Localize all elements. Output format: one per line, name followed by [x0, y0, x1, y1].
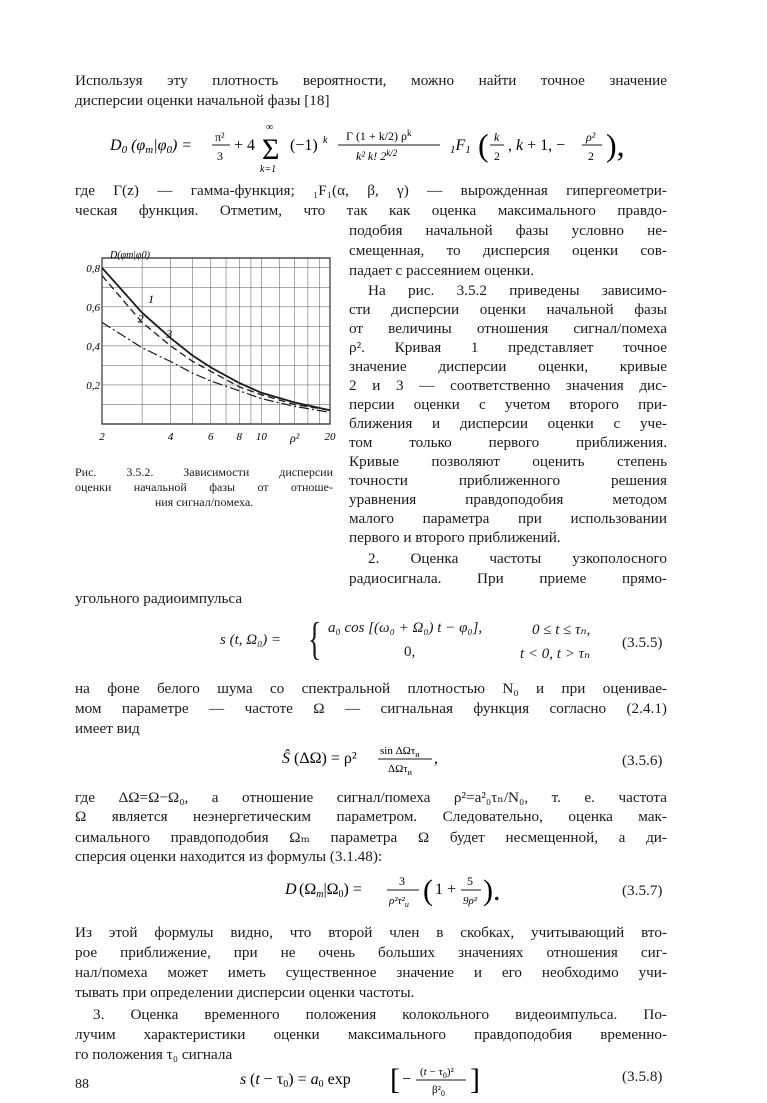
text-line: го положения τ₀ сигнала: [75, 1046, 233, 1063]
svg-text:ρ²: ρ²: [586, 130, 596, 144]
y-tick-label: 0,6: [86, 301, 100, 314]
text-line: дисперсии оценки начальной фазы [18]: [75, 92, 330, 109]
text-line: лучим характеристики оценки максимального правдоподобия временно-: [75, 1026, 667, 1043]
text-line: персии оценки с учетом второго при-: [349, 396, 667, 413]
text-line: падает с рассеянием оценки.: [349, 262, 535, 279]
equation-3-5-5: [220, 614, 680, 674]
svg-text:k: k: [323, 135, 328, 146]
equation-3-5-7: [285, 866, 525, 914]
text-line: сти дисперсии оценки начальной фазы: [349, 301, 667, 318]
svg-text:, k + 1, −: , k + 1, −: [508, 137, 566, 154]
series-line-2: [102, 276, 330, 411]
y-tick-label: 0,8: [86, 262, 100, 275]
svg-text:k² k! 2k/2: k² k! $2^{k/2}$: [356, 148, 398, 163]
text-line: симального правдоподобия Ωₘ параметра Ω будет несмещенной, а ди-: [75, 829, 667, 846]
svg-text:(t − τ0) = a0 exp: (t − τ0) = a0 exp: [250, 1071, 351, 1090]
svg-text:k=1: k=1: [260, 164, 277, 175]
curve-label-2: 2: [137, 311, 144, 326]
variance-chart: [80, 250, 342, 455]
svg-text:5: 5: [467, 874, 473, 888]
equation-graphic: [110, 116, 670, 176]
equation-number: (3.5.7): [622, 882, 663, 899]
curve-label-3: 3: [166, 326, 173, 341]
equation-number: (3.5.8): [622, 1068, 663, 1085]
series-line-1: [102, 268, 330, 411]
equation-number: (3.5.6): [622, 752, 663, 769]
text-line: Кривые позволяют оценить степень: [349, 453, 667, 470]
text-line: значение дисперсии оценки, кривые: [349, 358, 667, 375]
text-line: мом параметре — частоте Ω — сигнальная функция согласно (2.4.1): [75, 700, 667, 717]
eq-case2-cond: t < 0, t > τₙ: [520, 646, 591, 662]
eq-case1: a₀ cos [(ω₀ + Ω₀) t − φ₀],: [328, 620, 483, 636]
svg-text:(Ωm|Ω0) =: (Ωm|Ω0) =: [299, 881, 362, 900]
svg-text:ΔΩτи: ΔΩτ$_и$: [388, 763, 412, 777]
eq-case2: 0,: [404, 644, 416, 660]
svg-text:sin ΔΩτи: sin ΔΩτ$_и$: [380, 745, 420, 759]
svg-text:Ŝ: Ŝ: [282, 750, 290, 767]
caption-line: оценки начальной фазы от отноше-: [75, 480, 333, 494]
text-line: 2. Оценка частоты узкополосного: [368, 550, 667, 567]
svg-text:2: 2: [588, 149, 594, 163]
y-tick-label: 0,2: [86, 379, 100, 392]
svg-text:1 +: 1 +: [435, 881, 457, 898]
text-line: ближения и дисперсии оценки с уче-: [349, 415, 667, 432]
svg-text:),: ),: [606, 127, 625, 163]
svg-text:[: [: [390, 1063, 400, 1096]
svg-text:(ΔΩ) = ρ²: (ΔΩ) = ρ²: [294, 750, 357, 767]
svg-text:).: ).: [483, 874, 501, 907]
svg-text:s: s: [240, 1071, 247, 1088]
svg-text:+ 4: + 4: [234, 137, 256, 154]
svg-text:π²: π²: [215, 130, 225, 144]
caption-line: Рис. 3.5.2. Зависимости дисперсии: [75, 465, 333, 479]
text-line: от величины отношения сигнал/помеха: [349, 320, 667, 337]
equation-number: (3.5.5): [622, 634, 663, 651]
svg-text:Σ: Σ: [262, 133, 280, 166]
text-line: На рис. 3.5.2 приведены зависимо-: [368, 282, 667, 299]
svg-text:Γ (1 + k/2) ρk: Γ (1 + k/2) $\rho^k$: [346, 128, 412, 143]
text-line: ческая функция. Отметим, что так как оценка максимального правдо-: [75, 202, 667, 219]
svg-text:2: 2: [494, 149, 500, 163]
text-line: на фоне белого шума со спектральной плотностью N₀ и при оцениваe-: [75, 680, 667, 697]
text-line: точности приближенного решения: [349, 472, 667, 489]
text-line: где ΔΩ=Ω−Ω₀, а отношение сигнал/помеха ρ²=a²₀τₙ/N₀, т. е. частота: [75, 789, 667, 806]
svg-text:,: ,: [434, 750, 438, 767]
text-line: смещенная, то дисперсия оценки сов-: [349, 242, 667, 259]
x-tick-label: 20: [324, 431, 336, 443]
text-line: рое приближение, при не очень больших значениях отношения сиг-: [75, 944, 667, 961]
page-number: 88: [75, 1077, 89, 1092]
text-line: сперсия оценки находится из формулы (3.1.48):: [75, 848, 383, 865]
svg-text:β²0: $\beta^2_0$: [432, 1084, 445, 1098]
x-tick-label: 10: [255, 431, 267, 443]
equation-3-5-6: [282, 737, 482, 779]
equation-graphic: [240, 1060, 500, 1098]
eq-case1-cond: 0 ≤ t ≤ τₙ,: [532, 622, 591, 638]
svg-text:(: (: [423, 874, 433, 907]
svg-text:D0 (φm|φ0) =: D0 (φm|φ0) =: [110, 137, 193, 156]
svg-text:3: 3: [217, 149, 223, 163]
equation-graphic: [282, 737, 482, 779]
svg-text:−: −: [402, 1071, 412, 1088]
text-line: нал/помеха может иметь существенное значение и его необходимо учи-: [75, 964, 667, 981]
svg-text:(−1): (−1): [290, 137, 318, 154]
curve-label-1: 1: [148, 291, 155, 306]
x-tick-label: 6: [208, 431, 214, 443]
x-axis-label: ρ²: [290, 431, 300, 445]
svg-text:∞: ∞: [266, 122, 274, 133]
text-line: 2 и 3 — соответственно значения дис-: [349, 377, 667, 394]
equation-phase-variance: [110, 116, 670, 176]
text-line: том только первого приближения.: [349, 434, 667, 451]
svg-text:ρ²τ²и: $\rho^2\tau^2_и$: [389, 895, 409, 909]
svg-text:1F1: 1F1: [450, 137, 471, 156]
y-tick-label: 0,4: [86, 340, 100, 353]
x-tick-label: 4: [167, 431, 174, 443]
text-line: где Γ(z) — гамма-функция; ₁F₁(α, β, γ) — вырожденная гипергеометри-: [75, 182, 667, 199]
equation-graphic: [285, 866, 525, 914]
svg-text:3: 3: [399, 874, 405, 888]
svg-text:k: k: [494, 130, 500, 144]
text-line: 3. Оценка временного положения колокольного видеоимпульса. По-: [93, 1006, 667, 1023]
x-tick-label: 2: [99, 431, 105, 443]
caption-line: ния сигнал/помеха.: [154, 495, 254, 509]
text-line: тывать при определении дисперсии оценки частоты.: [75, 984, 415, 1001]
svg-text:(t − τ0)²: $(t - \tau_0)^2$: [420, 1066, 454, 1080]
svg-text:(: (: [478, 127, 489, 163]
series-line-3: [102, 322, 330, 412]
x-tick-label: 8: [236, 431, 243, 443]
text-line: уравнения правдоподобия методом: [349, 491, 667, 508]
figure-caption: [75, 465, 333, 510]
eq-lhs: s (t, Ω₀) =: [220, 632, 282, 648]
brace: {: [308, 613, 322, 664]
text-line: ρ². Кривая 1 представляет точное: [349, 339, 667, 356]
svg-text:]: ]: [470, 1063, 480, 1096]
svg-text:9ρ²: 9ρ²: [463, 895, 478, 907]
text-line: Из этой формулы видно, что второй член в скобках, учитывающий вто-: [75, 924, 667, 941]
text-line: малого параметра при использовании: [349, 510, 667, 527]
svg-text:D: D: [285, 881, 297, 898]
y-axis-label: D(φm|φ0): [110, 250, 150, 261]
text-line: Используя эту плотность вероятности, можно найти точное значение: [75, 72, 667, 89]
text-line: радиосигнала. При приеме прямо-: [349, 570, 667, 587]
text-line: подобия начальной фазы условно не-: [349, 222, 667, 239]
text-line: угольного радиоимпульса: [75, 590, 243, 607]
text-line: Ω является неэнергетическим параметром. Следовательно, оценка мак-: [75, 808, 667, 825]
equation-3-5-8: [240, 1060, 500, 1098]
figure-3-5-2: [80, 250, 342, 455]
text-line: первого и второго приближений.: [349, 529, 561, 546]
chart-frame: [102, 258, 330, 424]
text-line: имеет вид: [75, 720, 140, 737]
